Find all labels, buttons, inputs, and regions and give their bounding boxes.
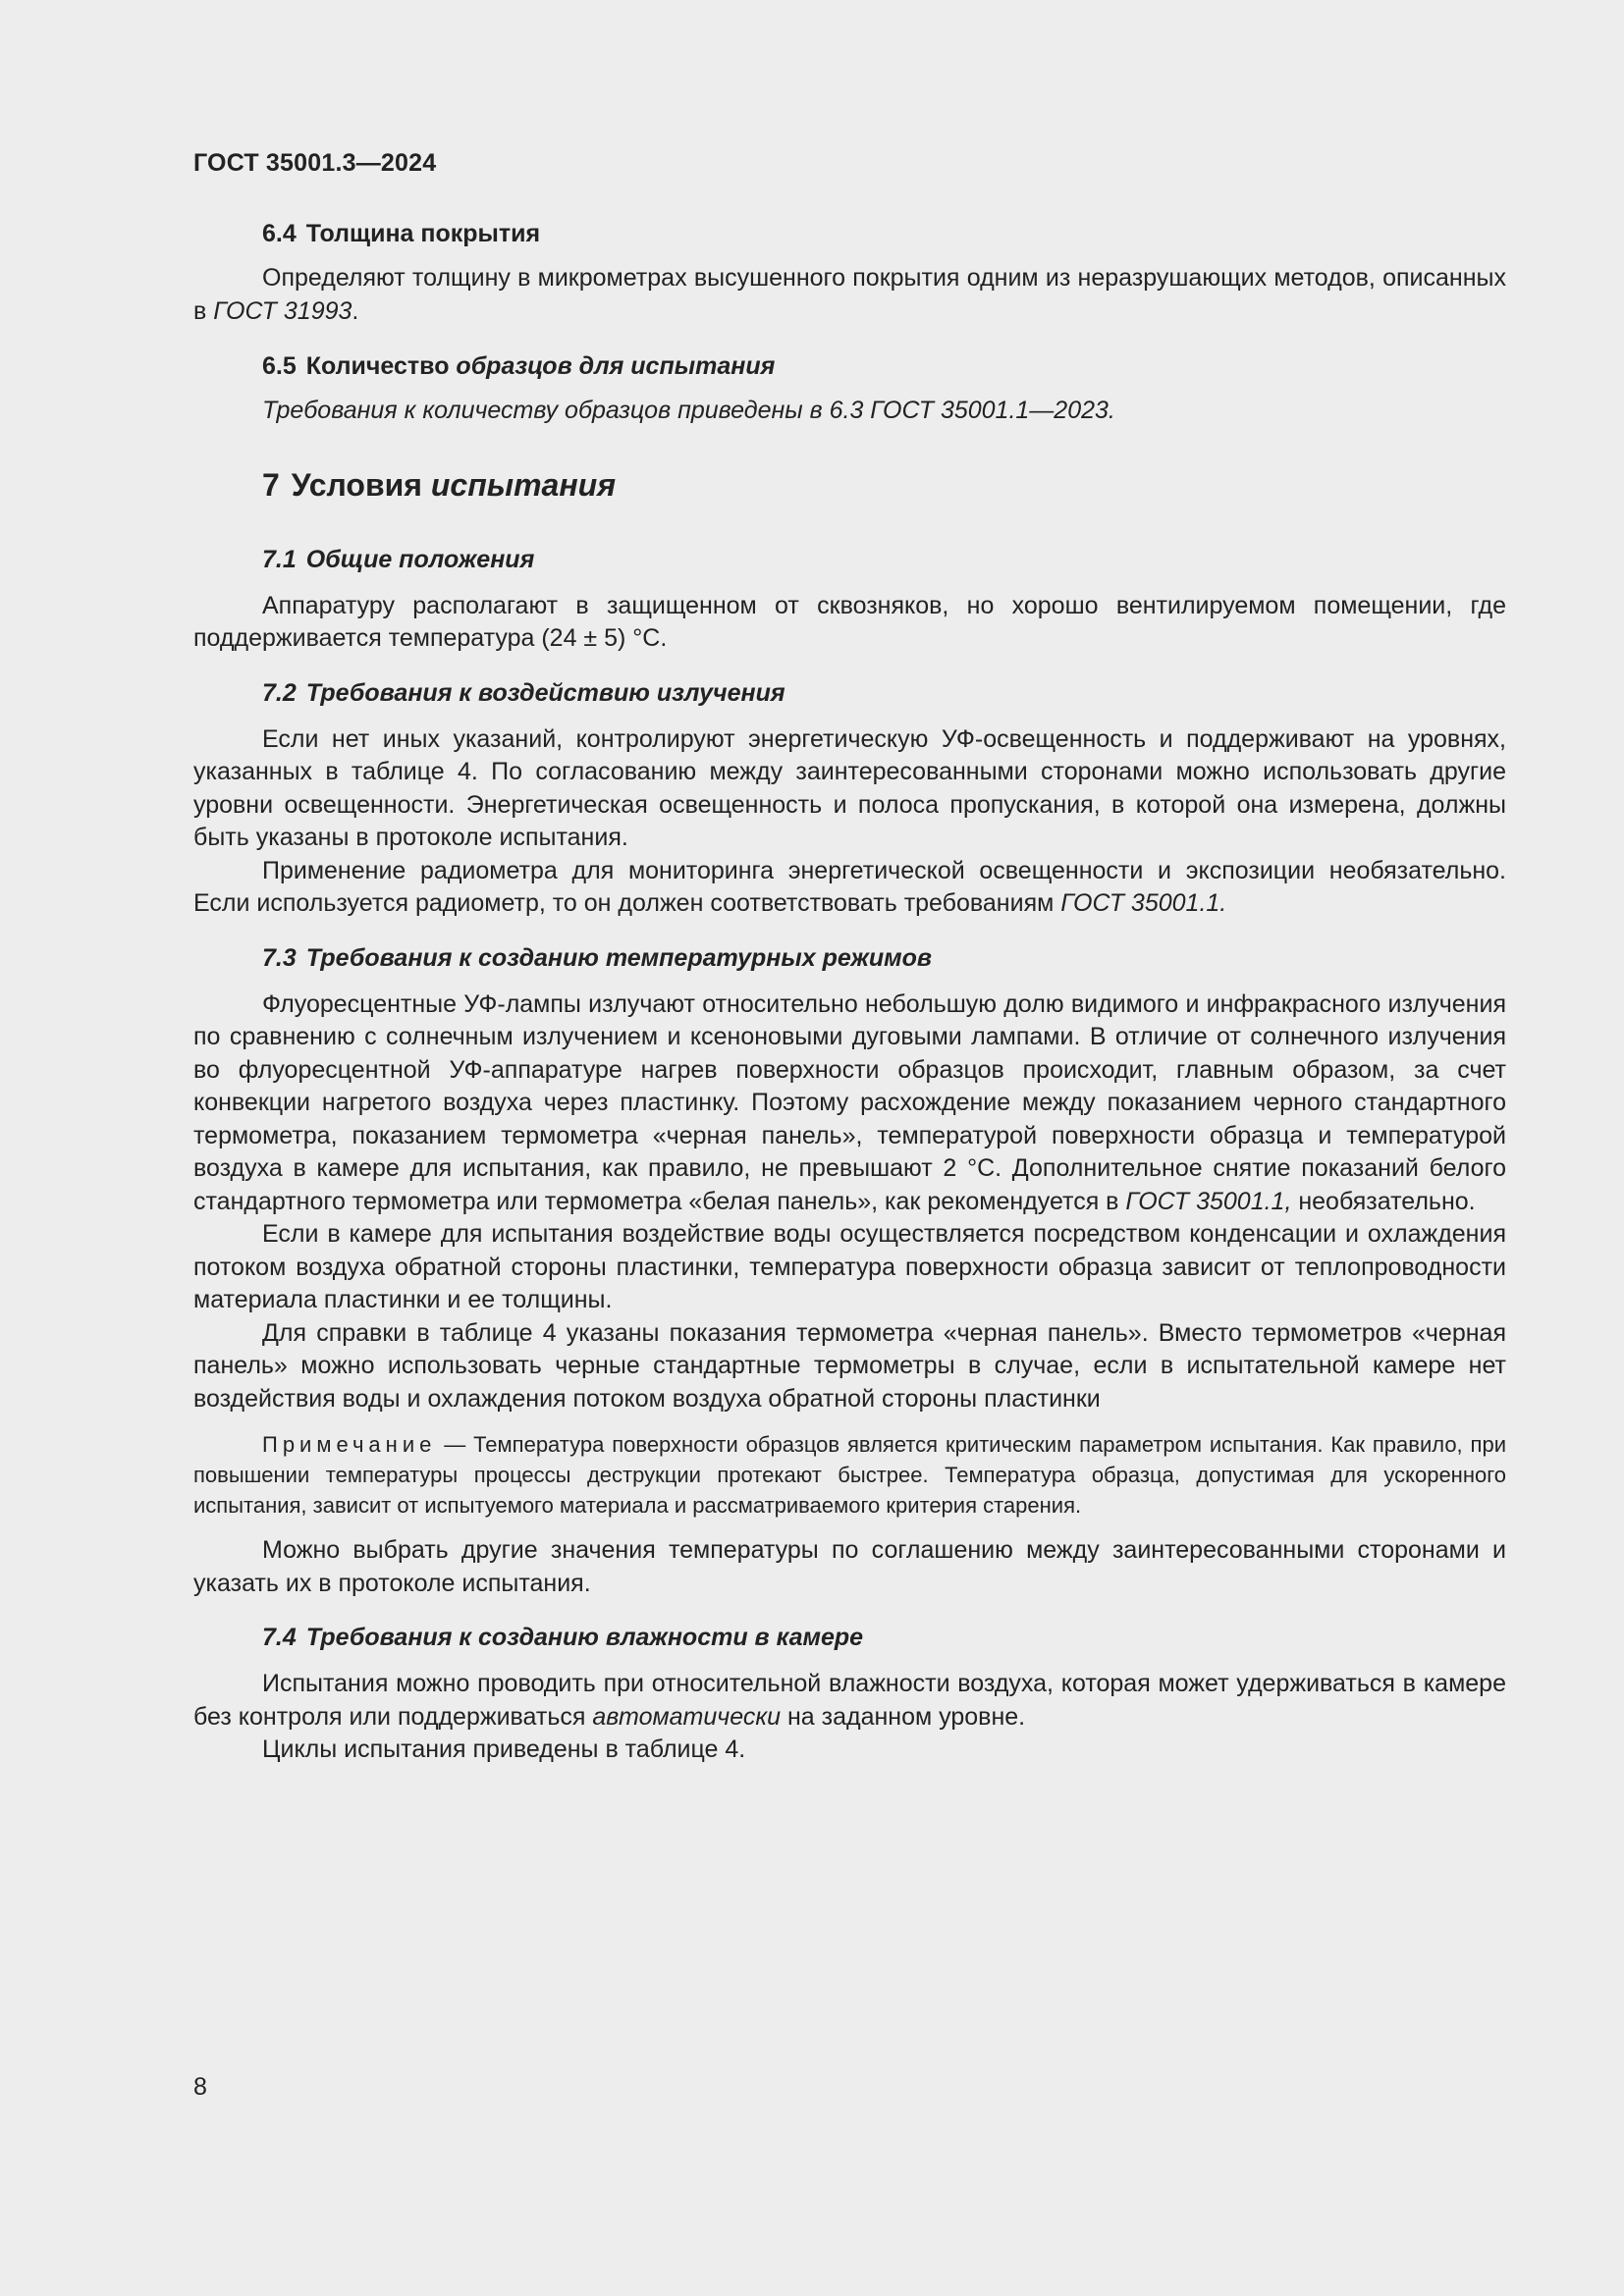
note-label: Примечание — [262, 1432, 437, 1457]
italic-text: автоматически — [592, 1702, 782, 1731]
section-number: 7 — [262, 466, 280, 503]
section-title: Общие положения — [305, 545, 535, 573]
section-7-2-paragraph-1: Если нет иных указаний, контролируют энергетическую УФ-освещенность и поддерживают на уровнях, указанных в таблице 4. По согласованию между заинтересованными сторонами можно использовать другие уровни освещенности. Энергетическая освещенность и полоса пропускания, в которой она измерена, должны быть указаны в протоколе испытания. — [193, 724, 1506, 851]
section-title: Требования к созданию температурных режимов — [305, 943, 932, 972]
section-title-italic: образцов для испытания — [456, 352, 776, 380]
section-7-heading — [262, 465, 1506, 505]
page-number: 8 — [193, 2073, 207, 2101]
section-7-4-paragraph-1 — [193, 1668, 1506, 1734]
section-number: 7.2 — [262, 678, 297, 707]
section-7-2-paragraph-2 — [193, 855, 1506, 921]
section-6-5-heading — [262, 350, 1506, 383]
section-7-3-heading — [262, 942, 1506, 975]
text: Флуоресцентные УФ-лампы излучают относительно небольшую долю видимого и инфракрасного излучения по сравнению с солнечным излучением и ксеноновыми дуговыми лампами. В отличие от солнечного излучения во флуоресцентной УФ-аппаратуре нагрев поверхности образцов происходит, главным образом, за счет конвекции нагретого воздуха через пластинку. Поэтому расхождение между показанием черного стандартного термометра, показанием термометра «черная панель», температурой поверхности образца и температурой воздуха в камере для испытания, как правило, не превышают 2 °С. Дополнительное снятие показаний белого стандартного термометра или термометра «белая панель», как рекомендуется в — [193, 989, 1506, 1215]
document-code-header: ГОСТ 35001.3—2024 — [193, 149, 437, 177]
section-title: Количество — [305, 352, 457, 380]
section-6-4-heading — [262, 218, 1506, 250]
section-7-1-heading — [262, 544, 1506, 576]
section-7-3-paragraph-3: Для справки в таблице 4 указаны показания термометра «черная панель». Вместо термометров «черная панель» можно использовать черные стандартные термометры в случае, если в испытательной камере нет воздействия воды и охлаждения потоком воздуха обратной стороны пластинки — [193, 1318, 1506, 1413]
section-6-4-paragraph — [193, 262, 1506, 328]
section-number: 6.5 — [262, 352, 297, 380]
section-7-4-paragraph-2: Циклы испытания приведены в таблице 4. — [262, 1735, 746, 1763]
section-7-3-paragraph-2: Если в камере для испытания воздействие воды осуществляется посредством конденсации и охлаждения потоком воздуха обратной стороны пластинки, температура поверхности образца зависит от теплопроводности материала пластинки и ее толщины. — [193, 1220, 1506, 1313]
section-number: 7.3 — [262, 943, 297, 972]
text: Применение радиометра для мониторинга энергетической освещенности и экспозиции необязательно. Если используется радиометр, то он должен соответствовать требованиям — [193, 856, 1506, 917]
section-title: Условия — [291, 466, 431, 503]
standard-reference: ГОСТ 35001.1. — [1060, 889, 1227, 917]
section-number: 7.1 — [262, 545, 297, 573]
standard-reference: ГОСТ 31993 — [213, 296, 352, 325]
section-title: Требования к созданию влажности в камере — [305, 1624, 864, 1651]
section-number: 7.4 — [262, 1624, 297, 1651]
text: на заданном уровне. — [781, 1702, 1026, 1731]
section-title: Толщина покрытия — [305, 220, 541, 247]
section-number: 6.4 — [262, 220, 297, 247]
text: необязательно. — [1291, 1187, 1476, 1215]
section-7-3-note — [193, 1429, 1506, 1521]
text: . — [352, 296, 359, 325]
section-7-2-heading — [262, 677, 1506, 710]
section-7-1-paragraph: Аппаратуру располагают в защищенном от сквозняков, но хорошо вентилируемом помещении, где поддерживается температура (24 ± 5) °С. — [193, 591, 1506, 652]
text: Испытания можно проводить при относительной влажности воздуха, которая может удерживаться в камере без контроля или поддерживаться — [193, 1670, 1506, 1731]
text: Определяют толщину в микрометрах высушенного покрытия одним из неразрушающих методов, описанных в — [193, 264, 1506, 325]
standard-reference: ГОСТ 35001.1, — [1125, 1187, 1292, 1215]
section-title-italic: испытания — [430, 466, 617, 503]
note-text: — Температура поверхности образцов является критическим параметром испытания. Как правило, при повышении температуры процессы деструкции протекают быстрее. Температура образца, допустимая для ускоренного испытания, зависит от испытуемого материала и рассматриваемого критерия старения. — [193, 1432, 1506, 1518]
section-title: Требования к воздействию излучения — [305, 678, 785, 707]
section-7-3-paragraph-1 — [193, 988, 1506, 1219]
section-7-4-heading — [262, 1622, 1506, 1654]
section-6-5-paragraph: Требования к количеству образцов приведены в 6.3 ГОСТ 35001.1—2023. — [262, 397, 1115, 424]
section-7-3-paragraph-4: Можно выбрать другие значения температуры по соглашению между заинтересованными сторонами и указать их в протоколе испытания. — [193, 1536, 1506, 1597]
document-body — [193, 218, 1506, 1767]
